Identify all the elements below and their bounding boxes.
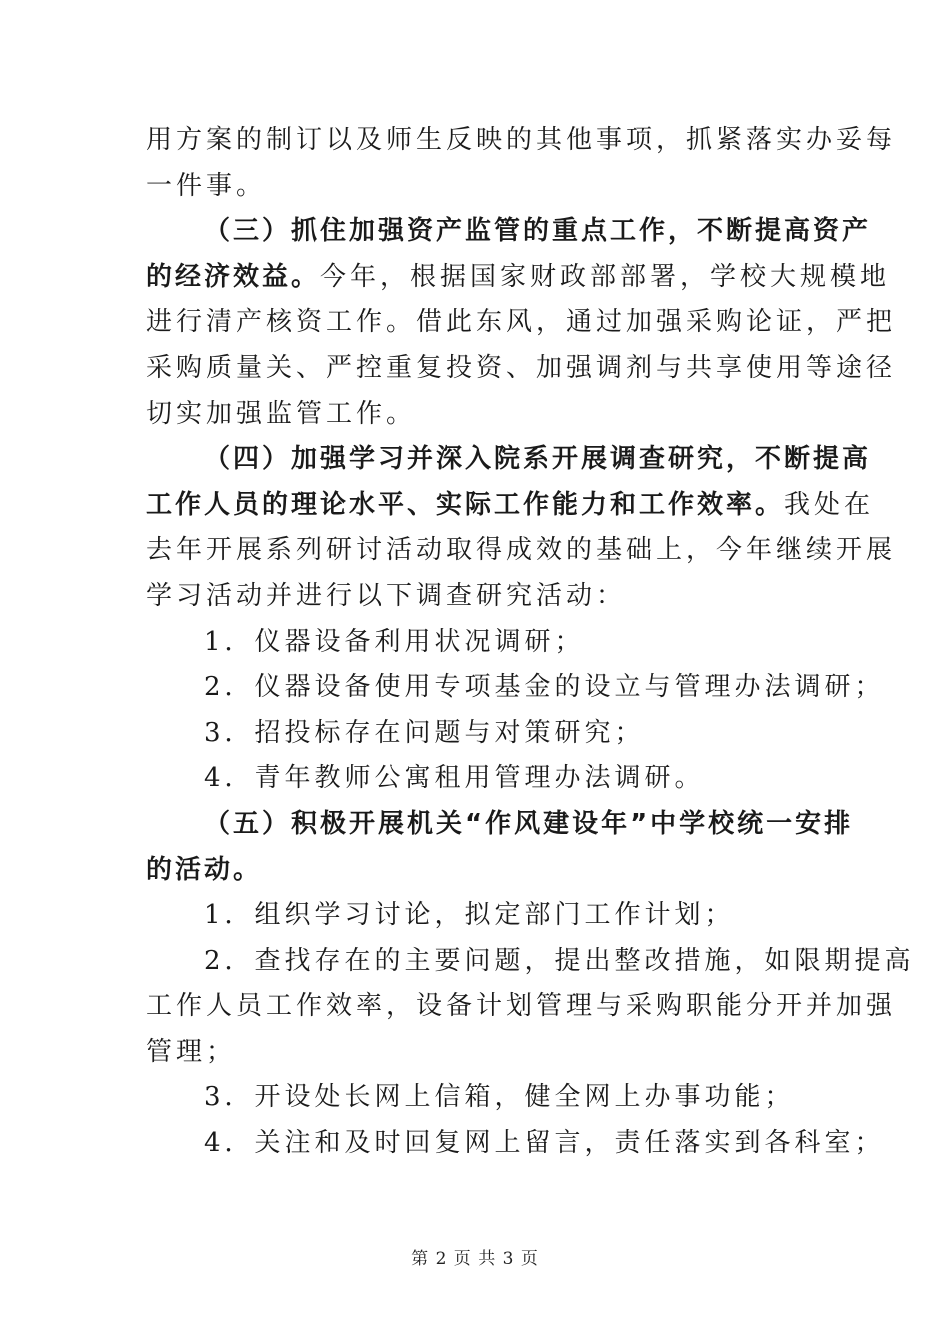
section-4-heading: （四）加强学习并深入院系开展调查研究，不断提高 — [204, 444, 872, 475]
page-number-footer: 第 2 页 共 3 页 — [411, 1249, 539, 1269]
list-item: 4．关注和及时回复网上留言，责任落实到各科室； — [204, 1128, 885, 1159]
paragraph-line: 学习活动并进行以下调查研究活动： — [146, 580, 627, 611]
section-3-heading-end: 的经济效益。 — [146, 261, 321, 292]
section-4-heading-continuation — [146, 483, 875, 529]
section-3-text: 今年，根据国家财政部部署，学校大规模地 — [320, 261, 891, 292]
paragraph-line: 进行清产核资工作。借此东风，通过加强采购论证，严把 — [146, 307, 897, 338]
list-item: 1．仪器设备利用状况调研； — [204, 626, 585, 657]
list-item: 2．仪器设备使用专项基金的设立与管理办法调研； — [204, 672, 885, 703]
section-4-heading-end: 工作人员的理论水平、实际工作能力和工作效率。 — [146, 489, 785, 520]
paragraph-line: 一件事。 — [146, 170, 267, 201]
paragraph-line: 用方案的制订以及师生反映的其他事项，抓紧落实办妥每 — [146, 125, 897, 155]
section-3-heading-continuation — [146, 255, 891, 301]
section-5-heading: （五）积极开展机关“作风建设年”中学校统一安排 — [204, 808, 854, 839]
list-item: 3．开设处长网上信箱，健全网上办事功能； — [204, 1082, 795, 1113]
list-item: 1．组织学习讨论，拟定部门工作计划； — [204, 900, 735, 931]
paragraph-line: 去年开展系列研讨活动取得成效的基础上，今年继续开展 — [146, 535, 897, 566]
paragraph-line: 采购质量关、严控重复投资、加强调剂与共享使用等途径 — [146, 352, 897, 383]
list-item-continuation: 工作人员工作效率，设备计划管理与采购职能分开并加强 — [146, 991, 897, 1022]
section-4-text: 我处在 — [784, 489, 875, 520]
section-3-heading: （三）抓住加强资产监管的重点工作，不断提高资产 — [204, 216, 872, 247]
section-5-heading-end: 的活动。 — [146, 854, 263, 885]
paragraph-line: 切实加强监管工作。 — [146, 398, 417, 429]
document-body — [146, 118, 915, 1167]
list-item: 3．招投标存在问题与对策研究； — [204, 717, 645, 748]
list-item: 2．查找存在的主要问题，提出整改措施，如限期提高 — [204, 945, 915, 976]
list-item: 4．青年教师公寓租用管理办法调研。 — [204, 763, 705, 794]
list-item-continuation: 管理； — [146, 1036, 237, 1067]
